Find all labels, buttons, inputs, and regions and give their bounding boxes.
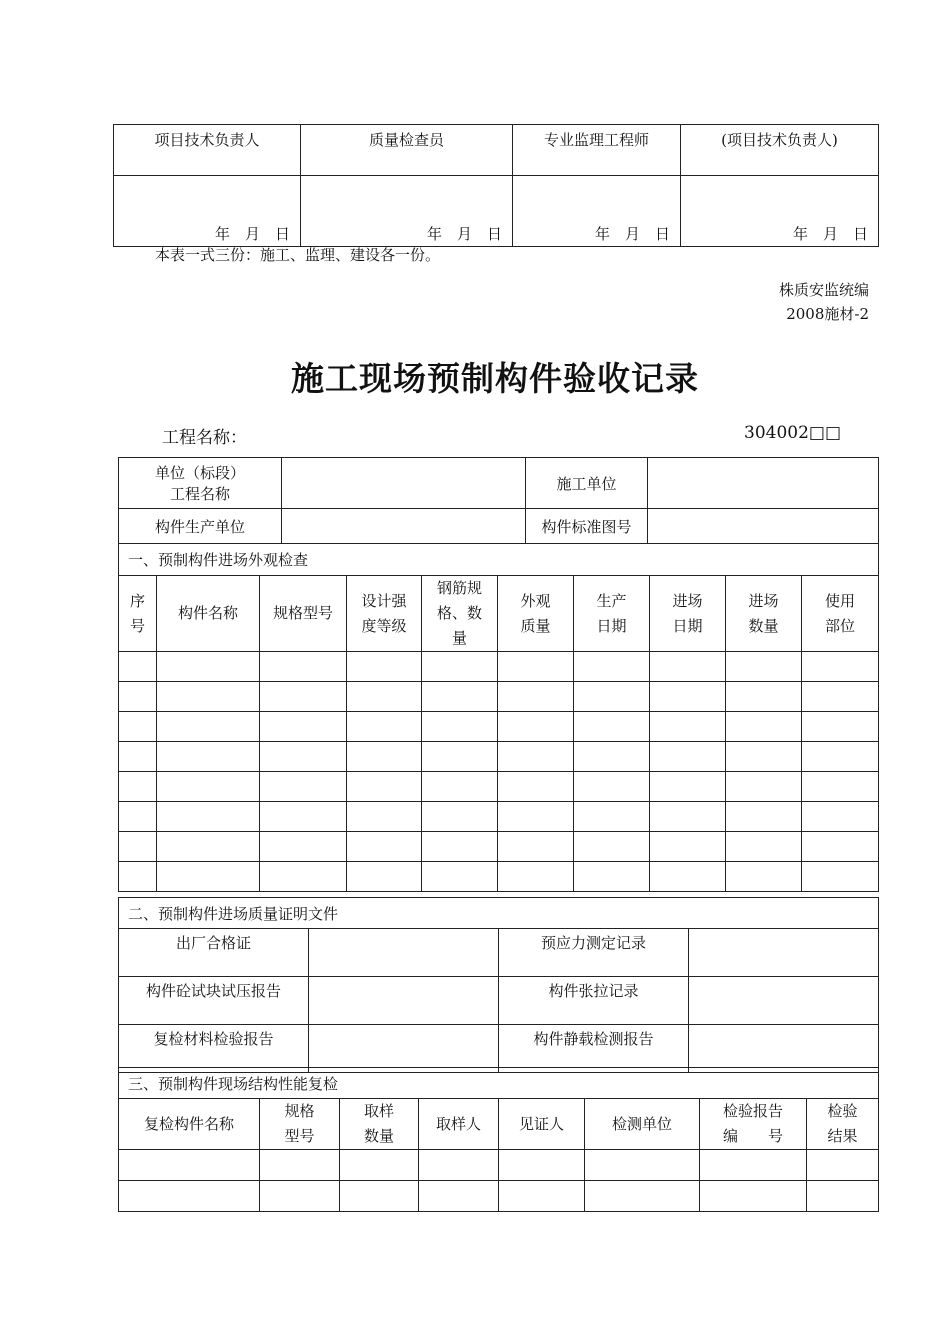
table-cell[interactable] [726, 652, 802, 682]
section1-col-7-line-0: 进场 [672, 591, 703, 610]
table-cell[interactable] [498, 652, 574, 682]
section1-col-0 [119, 576, 157, 652]
table-cell[interactable] [119, 712, 157, 742]
table-cell[interactable] [119, 742, 157, 772]
section1-col-1 [157, 576, 260, 652]
section1-col-1-line-0: 构件名称 [177, 604, 238, 622]
producer-field[interactable] [282, 509, 526, 544]
section1-col-8 [726, 576, 802, 652]
table-cell[interactable] [422, 862, 498, 892]
table-cell[interactable] [260, 772, 347, 802]
table-cell[interactable] [726, 772, 802, 802]
unit-project-name-label [119, 458, 282, 509]
section3-col-4 [499, 1099, 585, 1150]
table-row [119, 1181, 879, 1212]
construction-unit-field[interactable] [648, 458, 879, 509]
section1-col-0-line-0: 序 [129, 591, 145, 610]
signature-header-tech-lead: 项目技术负责人 [114, 125, 301, 176]
document-row [119, 929, 879, 977]
signature-header-supervision-engineer: 专业监理工程师 [513, 125, 681, 176]
copies-note: 本表一式三份：施工、监理、建设各一份。 [155, 246, 441, 264]
section3-col-2 [340, 1099, 419, 1150]
structural-recheck-table [118, 1067, 879, 1212]
table-cell[interactable] [260, 832, 347, 862]
table-cell[interactable] [347, 652, 422, 682]
table-cell[interactable] [157, 802, 260, 832]
section3-col-7-line-1: 结果 [827, 1127, 858, 1145]
table-cell[interactable] [422, 832, 498, 862]
table-cell[interactable] [498, 682, 574, 712]
table-cell[interactable] [498, 802, 574, 832]
table-cell[interactable] [422, 652, 498, 682]
document-label: 预应力测定记录 [499, 929, 689, 977]
table-cell[interactable] [726, 742, 802, 772]
table-cell[interactable] [807, 1150, 879, 1181]
table-cell[interactable] [347, 742, 422, 772]
table-cell[interactable] [119, 832, 157, 862]
signature-header-owner-tech-lead: (项目技术负责人) [681, 125, 879, 176]
table-cell[interactable] [726, 682, 802, 712]
section1-col-9-line-0: 使用 [825, 591, 856, 610]
section1-title: 一、预制构件进场外观检查 [119, 544, 879, 576]
unit-label-line2: 工程名称 [169, 485, 230, 503]
section3-col-1-line-0: 规格 [284, 1102, 315, 1120]
table-row [119, 772, 879, 802]
table-cell[interactable] [340, 1150, 419, 1181]
table-cell[interactable] [585, 1150, 700, 1181]
table-cell[interactable] [119, 682, 157, 712]
table-cell[interactable] [574, 742, 650, 772]
standard-drawing-label: 构件标准图号 [526, 509, 648, 544]
table-cell[interactable] [574, 652, 650, 682]
document-label: 构件张拉记录 [499, 977, 689, 1025]
table-row [119, 682, 879, 712]
section1-col-5 [498, 576, 574, 652]
signature-date-4[interactable]: 年 月 日 [681, 176, 879, 247]
section1-col-2 [260, 576, 347, 652]
page-title: 施工现场预制构件验收记录 [291, 359, 699, 398]
table-cell[interactable] [650, 862, 726, 892]
section3-title: 三、预制构件现场结构性能复检 [119, 1068, 879, 1099]
section3-col-6-line-0: 检验报告 [722, 1102, 783, 1120]
table-cell[interactable] [260, 652, 347, 682]
section3-col-6 [700, 1099, 807, 1150]
table-cell[interactable] [650, 682, 726, 712]
table-cell[interactable] [157, 832, 260, 862]
table-cell[interactable] [574, 712, 650, 742]
section3-col-1-line-1: 型号 [284, 1127, 315, 1145]
table-cell[interactable] [650, 652, 726, 682]
table-cell[interactable] [119, 862, 157, 892]
table-row [119, 832, 879, 862]
table-cell[interactable] [157, 772, 260, 802]
table-cell[interactable] [574, 862, 650, 892]
document-label: 构件静载检测报告 [499, 1025, 689, 1073]
section1-col-8-line-0: 进场 [748, 591, 779, 610]
table-cell[interactable] [119, 772, 157, 802]
table-cell[interactable] [157, 742, 260, 772]
section3-col-2-line-0: 取样 [363, 1102, 394, 1120]
document-field[interactable] [689, 929, 879, 977]
table-cell[interactable] [802, 682, 879, 712]
section1-col-4-line-0: 钢筋规 [436, 579, 482, 597]
section1-col-9-line-1: 部位 [825, 616, 856, 635]
table-cell[interactable] [574, 802, 650, 832]
section1-col-3-line-1: 度等级 [361, 616, 407, 635]
table-cell[interactable] [119, 802, 157, 832]
document-label: 构件砼试块试压报告 [119, 977, 309, 1025]
table-cell[interactable] [574, 772, 650, 802]
table-cell[interactable] [157, 862, 260, 892]
section3-col-7-line-0: 检验 [827, 1102, 858, 1120]
table-cell[interactable] [585, 1181, 700, 1212]
standard-drawing-field[interactable] [648, 509, 879, 544]
table-cell[interactable] [802, 802, 879, 832]
section3-col-4-line-0: 见证人 [518, 1114, 564, 1133]
table-cell[interactable] [157, 712, 260, 742]
appearance-check-table [118, 543, 879, 892]
table-cell[interactable] [498, 772, 574, 802]
section3-col-6-line-1: 编 号 [722, 1127, 783, 1145]
section1-col-7 [650, 576, 726, 652]
section3-col-2-line-1: 数量 [363, 1127, 394, 1145]
section3-col-1 [260, 1099, 340, 1150]
table-cell[interactable] [260, 742, 347, 772]
table-row [119, 862, 879, 892]
table-cell[interactable] [119, 652, 157, 682]
table-cell[interactable] [574, 832, 650, 862]
table-cell[interactable] [347, 802, 422, 832]
table-cell[interactable] [260, 682, 347, 712]
section1-col-3-line-0: 设计强 [361, 591, 407, 610]
table-cell[interactable] [802, 772, 879, 802]
section3-col-7 [807, 1099, 879, 1150]
section3-col-5 [585, 1099, 700, 1150]
table-cell[interactable] [498, 832, 574, 862]
table-cell[interactable] [726, 712, 802, 742]
table-cell[interactable] [650, 712, 726, 742]
table-cell[interactable] [422, 772, 498, 802]
section1-col-3 [347, 576, 422, 652]
unit-project-name-field[interactable] [282, 458, 526, 509]
table-cell[interactable] [157, 682, 260, 712]
table-cell[interactable] [650, 832, 726, 862]
document-row [119, 977, 879, 1025]
signature-table [113, 124, 879, 247]
record-number: 304002□□ [744, 423, 842, 443]
document-field[interactable] [689, 1025, 879, 1073]
producer-label: 构件生产单位 [119, 509, 282, 544]
section1-col-5-line-0: 外观 [520, 591, 551, 610]
table-cell[interactable] [347, 682, 422, 712]
section1-col-4 [422, 576, 498, 652]
table-cell[interactable] [807, 1181, 879, 1212]
table-cell[interactable] [726, 832, 802, 862]
table-cell[interactable] [419, 1181, 499, 1212]
table-cell[interactable] [802, 712, 879, 742]
quality-documents-table [118, 897, 879, 1073]
table-cell[interactable] [419, 1150, 499, 1181]
table-cell[interactable] [119, 1181, 260, 1212]
section1-col-4-line-1: 格、数 [436, 604, 482, 622]
section3-col-0-line-0: 复检构件名称 [143, 1114, 234, 1133]
table-row [119, 802, 879, 832]
table-cell[interactable] [650, 772, 726, 802]
table-cell[interactable] [726, 862, 802, 892]
section1-col-6 [574, 576, 650, 652]
signature-date-1[interactable]: 年 月 日 [114, 176, 301, 247]
table-cell[interactable] [574, 682, 650, 712]
table-row [119, 652, 879, 682]
table-cell[interactable] [260, 1150, 340, 1181]
signature-date-2[interactable]: 年 月 日 [301, 176, 513, 247]
section1-col-6-line-1: 日期 [596, 616, 627, 635]
document-field[interactable] [309, 977, 499, 1025]
table-cell[interactable] [347, 832, 422, 862]
unit-label-line1: 单位（标段） [154, 464, 245, 482]
table-cell[interactable] [700, 1150, 807, 1181]
table-cell[interactable] [650, 742, 726, 772]
table-cell[interactable] [347, 862, 422, 892]
table-cell[interactable] [802, 652, 879, 682]
document-field[interactable] [309, 929, 499, 977]
table-cell[interactable] [726, 802, 802, 832]
table-cell[interactable] [499, 1181, 585, 1212]
section1-col-7-line-1: 日期 [672, 616, 703, 635]
table-cell[interactable] [498, 862, 574, 892]
table-cell[interactable] [260, 1181, 340, 1212]
table-cell[interactable] [340, 1181, 419, 1212]
signature-date-3[interactable]: 年 月 日 [513, 176, 681, 247]
project-name-label: 工程名称： [162, 428, 247, 448]
table-cell[interactable] [422, 742, 498, 772]
table-cell[interactable] [802, 862, 879, 892]
table-cell[interactable] [422, 682, 498, 712]
signature-header-quality-inspector: 质量检查员 [301, 125, 513, 176]
section1-col-9 [802, 576, 879, 652]
document-label: 复检材料检验报告 [119, 1025, 309, 1073]
issuer-label: 株质安监统编 [778, 281, 869, 299]
table-cell[interactable] [802, 742, 879, 772]
project-info-table [118, 457, 879, 544]
section3-col-5-line-0: 检测单位 [611, 1114, 672, 1133]
section1-col-6-line-0: 生产 [596, 591, 627, 610]
construction-unit-label: 施工单位 [526, 458, 648, 509]
section1-col-5-line-1: 质量 [520, 616, 551, 635]
table-cell[interactable] [498, 712, 574, 742]
section3-col-0 [119, 1099, 260, 1150]
form-code: 2008施材-2 [786, 305, 869, 323]
table-cell[interactable] [260, 712, 347, 742]
table-row [119, 742, 879, 772]
section3-col-3-line-0: 取样人 [435, 1114, 481, 1133]
table-cell[interactable] [802, 832, 879, 862]
document-field[interactable] [309, 1025, 499, 1073]
table-cell[interactable] [119, 1150, 260, 1181]
section2-title: 二、预制构件进场质量证明文件 [119, 898, 879, 929]
section1-col-0-line-1: 号 [129, 616, 145, 635]
document-row [119, 1025, 879, 1073]
table-row [119, 1150, 879, 1181]
table-cell[interactable] [650, 802, 726, 832]
table-cell[interactable] [498, 742, 574, 772]
section1-col-2-line-0: 规格型号 [272, 604, 333, 622]
table-cell[interactable] [700, 1181, 807, 1212]
document-field[interactable] [689, 977, 879, 1025]
section3-col-3 [419, 1099, 499, 1150]
table-cell[interactable] [347, 772, 422, 802]
table-cell[interactable] [422, 802, 498, 832]
table-row [119, 712, 879, 742]
table-cell[interactable] [157, 652, 260, 682]
table-cell[interactable] [422, 712, 498, 742]
section1-col-4-line-2: 量 [451, 629, 467, 647]
table-cell[interactable] [347, 712, 422, 742]
document-label: 出厂合格证 [119, 929, 309, 977]
table-cell[interactable] [260, 862, 347, 892]
section1-col-8-line-1: 数量 [748, 616, 779, 635]
table-cell[interactable] [260, 802, 347, 832]
table-cell[interactable] [499, 1150, 585, 1181]
